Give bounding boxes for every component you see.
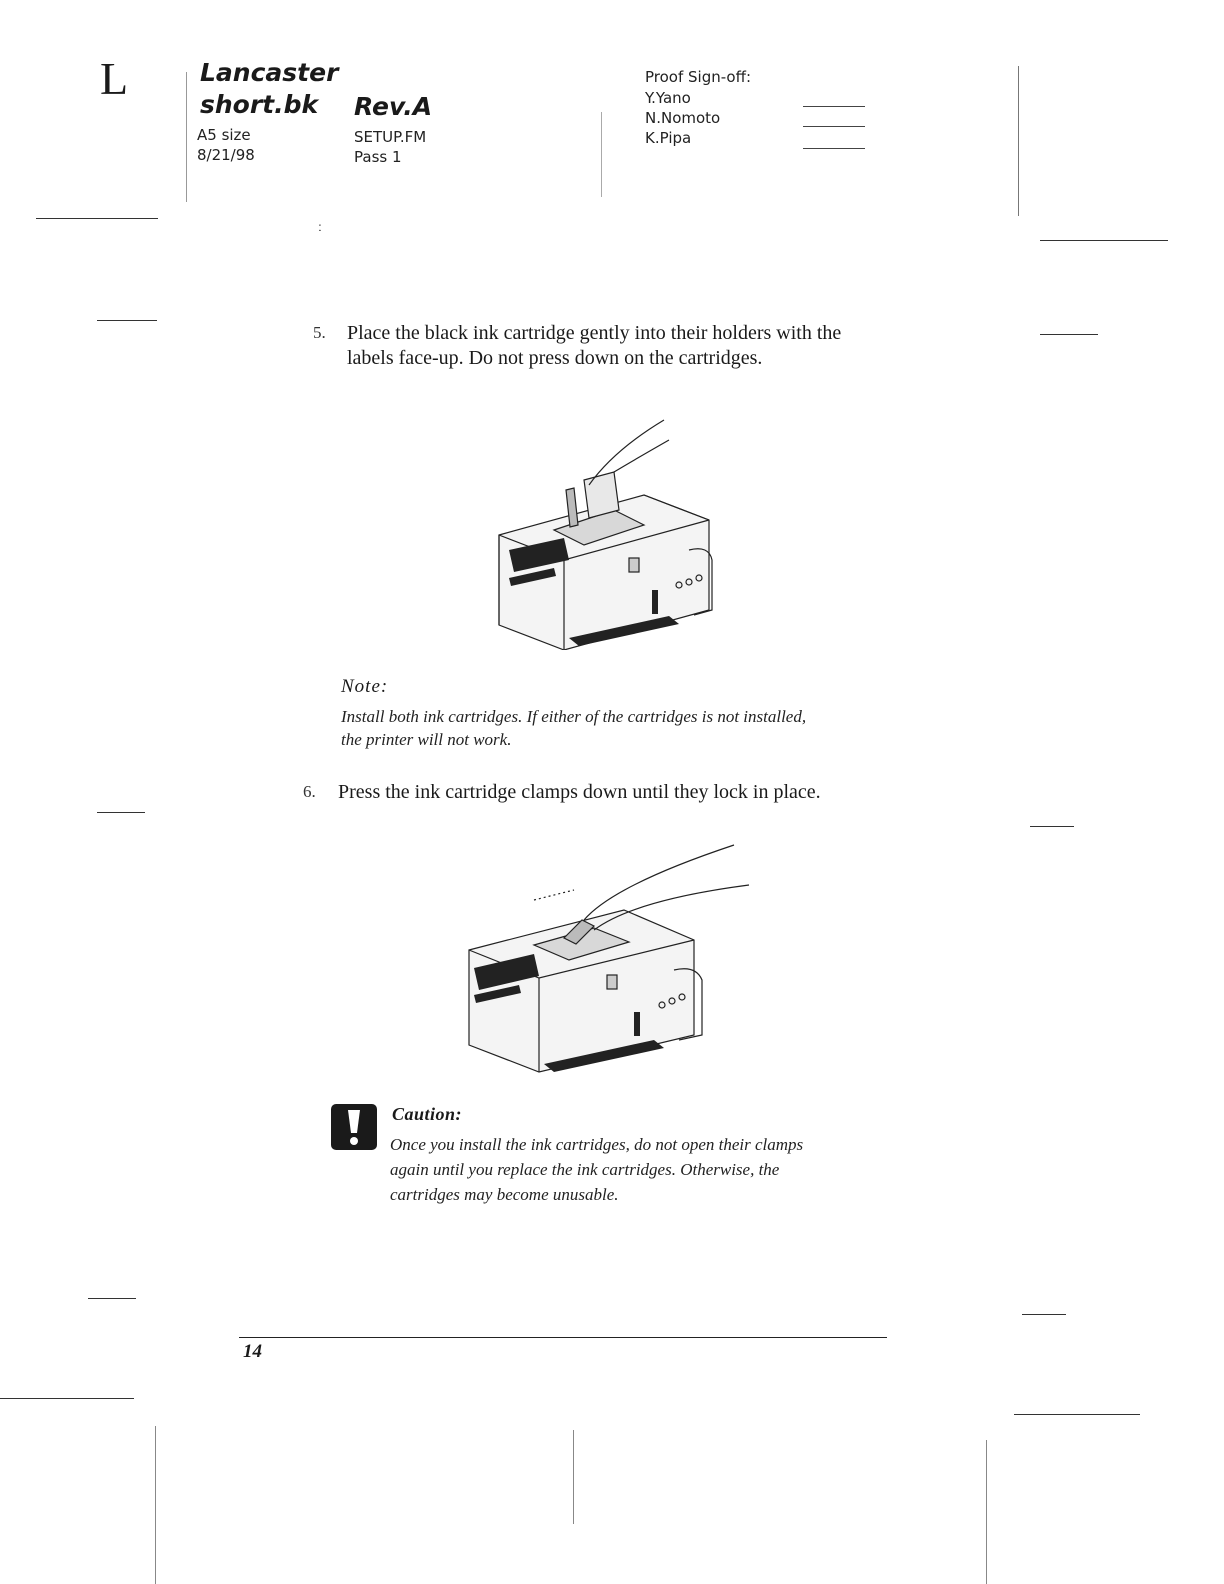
caution-body-line2: again until you replace the ink cartridges. Otherwise, the (390, 1160, 780, 1179)
note-body-line2: the printer will not work. (341, 730, 512, 749)
crop-mark (0, 1398, 134, 1399)
stray-mark: ː (318, 220, 322, 235)
footer-rule (239, 1337, 887, 1338)
crop-mark (986, 1440, 987, 1584)
pass-label: Pass 1 (354, 148, 402, 166)
signoff-name-3: K.Pipa (645, 129, 692, 147)
signoff-label: Proof Sign-off: (645, 68, 751, 86)
signoff-name-2: N.Nomoto (645, 109, 721, 127)
signoff-name-1: Y.Yano (645, 89, 691, 107)
crop-mark (155, 1426, 156, 1584)
caution-body-line3: cartridges may become unusable. (390, 1185, 619, 1204)
crop-mark (88, 1298, 136, 1299)
note-body-line1: Install both ink cartridges. If either of the cartridges is not installed, (341, 707, 807, 726)
crop-mark (1022, 1314, 1066, 1315)
crop-mark (1030, 826, 1074, 827)
crop-mark (573, 1430, 574, 1524)
crop-mark (97, 320, 157, 321)
header-divider-left (186, 72, 187, 202)
header-divider-right (1018, 66, 1019, 216)
caution-body-line1: Once you install the ink cartridges, do not open their clamps (390, 1135, 804, 1154)
crop-mark (36, 218, 158, 219)
signoff-line-1 (803, 106, 865, 107)
caution-heading: Caution: (392, 1104, 463, 1124)
step-5-text-line2: labels face-up. Do not press down on the cartridges. (347, 347, 763, 369)
step-6-text: Press the ink cartridge clamps down until they lock in place. (338, 781, 821, 803)
step-5-number: 5. (313, 323, 326, 342)
clamp-press-illustration (464, 840, 754, 1075)
book-title-line2: short.bk (200, 90, 319, 119)
page-size-label: A5 size (197, 126, 251, 144)
revision-label: Rev.A (354, 92, 433, 121)
header-divider-center (601, 112, 602, 197)
corner-mark: L (100, 53, 129, 104)
crop-mark (1040, 240, 1168, 241)
cartridge-insertion-illustration (494, 410, 734, 650)
step-5-text-line1: Place the black ink cartridge gently into their holders with the (347, 322, 842, 344)
book-title-line1: Lancaster (200, 58, 339, 87)
crop-mark (97, 812, 145, 813)
exclamation-warning-icon (330, 1103, 378, 1151)
step-6-number: 6. (303, 782, 316, 801)
date-label: 8/21/98 (197, 146, 255, 164)
signoff-line-3 (803, 148, 865, 149)
note-heading: Note: (341, 676, 389, 697)
signoff-line-2 (803, 126, 865, 127)
crop-mark (1040, 334, 1098, 335)
page-number: 14 (243, 1341, 262, 1362)
file-label: SETUP.FM (354, 128, 427, 146)
crop-mark (1014, 1414, 1140, 1415)
